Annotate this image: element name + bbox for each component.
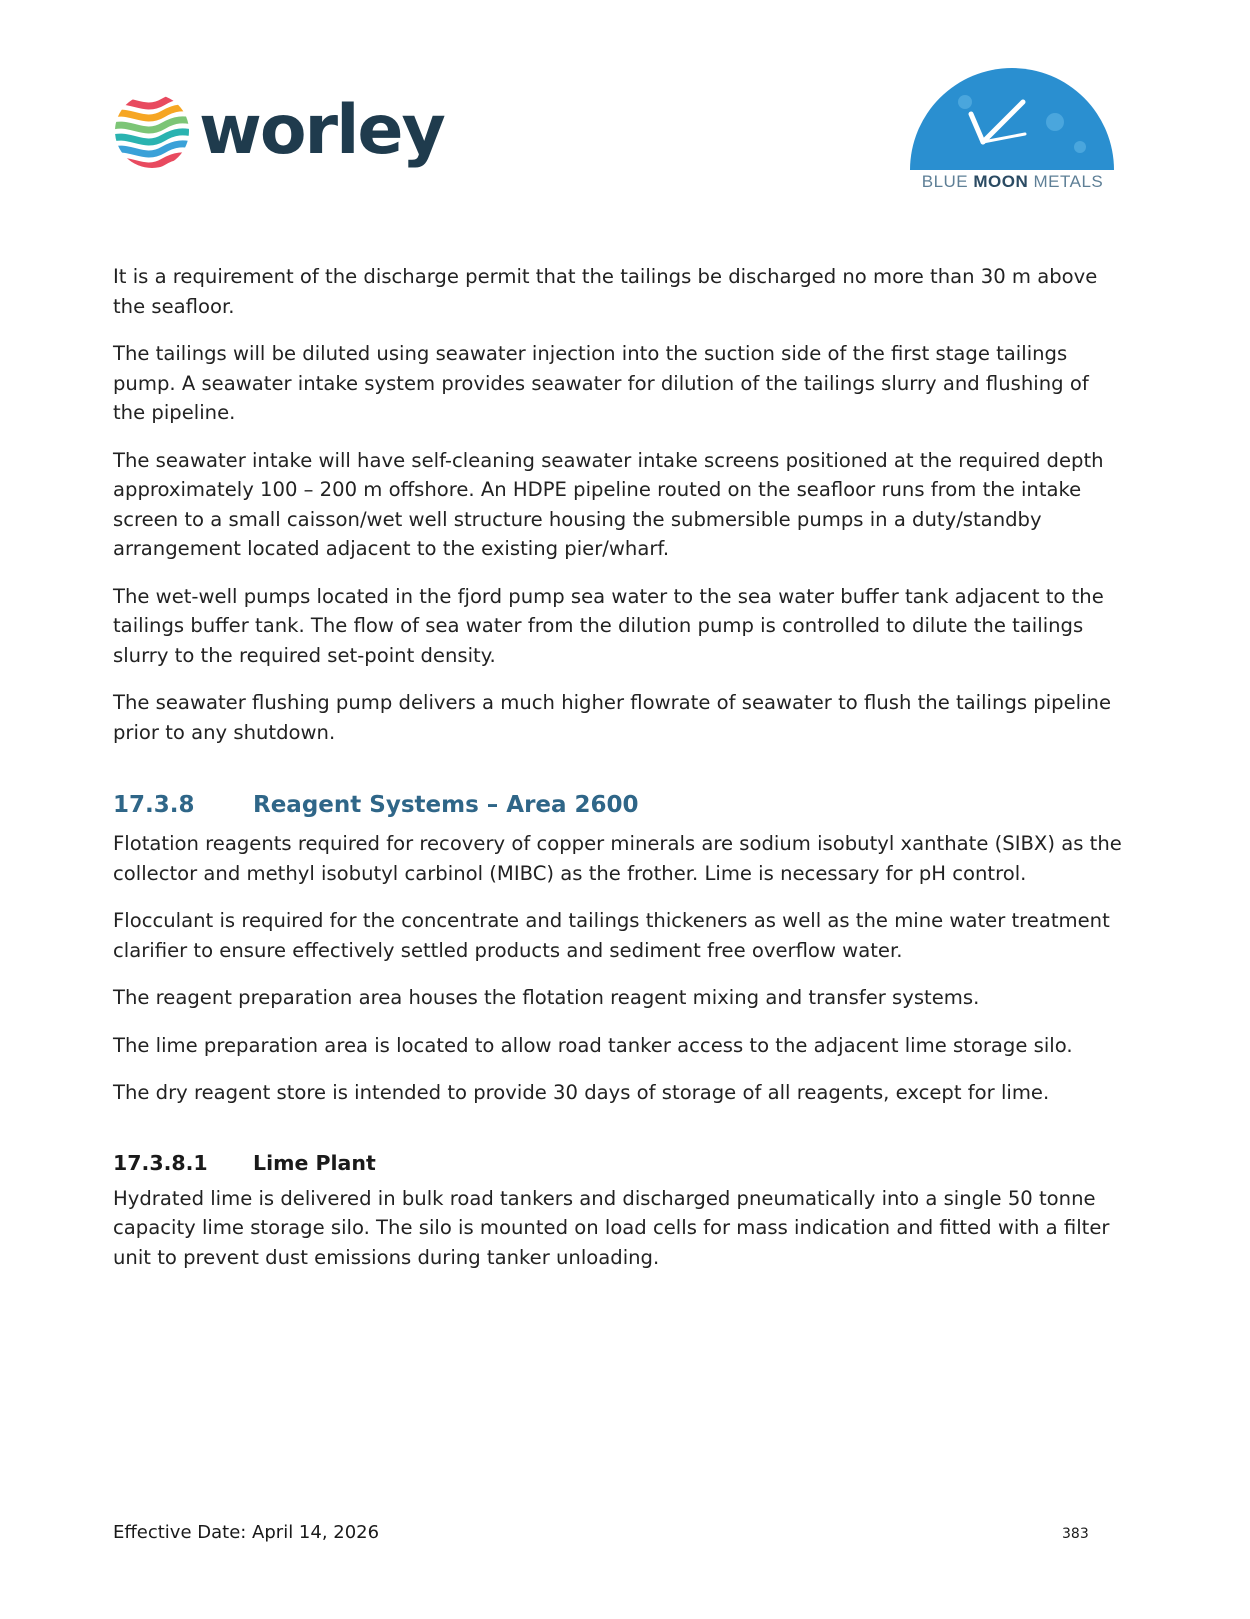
document-body bbox=[113, 262, 1123, 1290]
blue-moon-metals-wordmark: BLUE MOON METALS bbox=[921, 172, 1104, 191]
paragraph: The seawater intake will have self-cleaning seawater intake screens positioned at the required depth approximately 100 – 200 m offshore. An HDPE pipeline routed on the seafloor runs from the intake screen to a small caisson/wet well structure housing the submersible pumps in a duty/standby arrangement located adjacent to the existing pier/wharf. bbox=[113, 448, 1104, 560]
subsection-heading bbox=[113, 1148, 1123, 1178]
worley-logo bbox=[113, 92, 444, 170]
paragraph: The dry reagent store is intended to provide 30 days of storage of all reagents, except for lime. bbox=[113, 1081, 1050, 1104]
worley-swirl-icon bbox=[113, 92, 191, 170]
effective-date: Effective Date: April 14, 2026 bbox=[113, 1522, 380, 1543]
subsection-number: 17.3.8.1 bbox=[113, 1150, 208, 1175]
paragraph: Flotation reagents required for recovery of copper minerals are sodium isobutyl xanthate (SIBX) as the collector and methyl isobutyl carbinol (MIBC) as the frother. Lime is necessary for pH control. bbox=[113, 832, 1122, 885]
paragraph: The lime preparation area is located to allow road tanker access to the adjacent lime storage silo. bbox=[113, 1033, 1073, 1057]
section-heading bbox=[113, 789, 1123, 821]
paragraph: The reagent preparation area houses the flotation reagent mixing and transfer systems. bbox=[113, 986, 980, 1009]
section-number: 17.3.8 bbox=[113, 792, 195, 818]
section-title: Reagent Systems – Area 2600 bbox=[253, 792, 639, 818]
blue-moon-metals-logo bbox=[905, 62, 1120, 192]
paragraph: It is a requirement of the discharge permit that the tailings be discharged no more than 30 m above the seafloor. bbox=[113, 265, 1098, 318]
paragraph: The seawater flushing pump delivers a much higher flowrate of seawater to flush the tailings pipeline prior to any shutdown. bbox=[113, 691, 1112, 744]
paragraph: Hydrated lime is delivered in bulk road tankers and discharged pneumatically into a single 50 tonne capacity lime storage silo. The silo is mounted on load cells for mass indication and fitted with a filter unit to prevent dust emissions during tanker unloading. bbox=[113, 1186, 1110, 1269]
subsection-title: Lime Plant bbox=[253, 1150, 376, 1175]
paragraph: The tailings will be diluted using seawater injection into the suction side of the first stage tailings pump. A seawater intake system provides seawater for dilution of the tailings slurry and flushing of the pipeline. bbox=[113, 342, 1089, 424]
paragraph: The wet-well pumps located in the fjord pump sea water to the sea water buffer tank adjacent to the tailings buffer tank. The flow of sea water from the dilution pump is controlled to dilute the tailings slurry to the required set-point density. bbox=[113, 584, 1104, 667]
worley-wordmark: worley bbox=[199, 91, 444, 170]
paragraph: Flocculant is required for the concentrate and tailings thickeners as well as the mine water treatment clarifier to ensure effectively settled products and sediment free overflow water. bbox=[113, 909, 1110, 962]
page-number: 383 bbox=[1062, 1526, 1089, 1542]
moon-icon bbox=[905, 62, 1120, 172]
